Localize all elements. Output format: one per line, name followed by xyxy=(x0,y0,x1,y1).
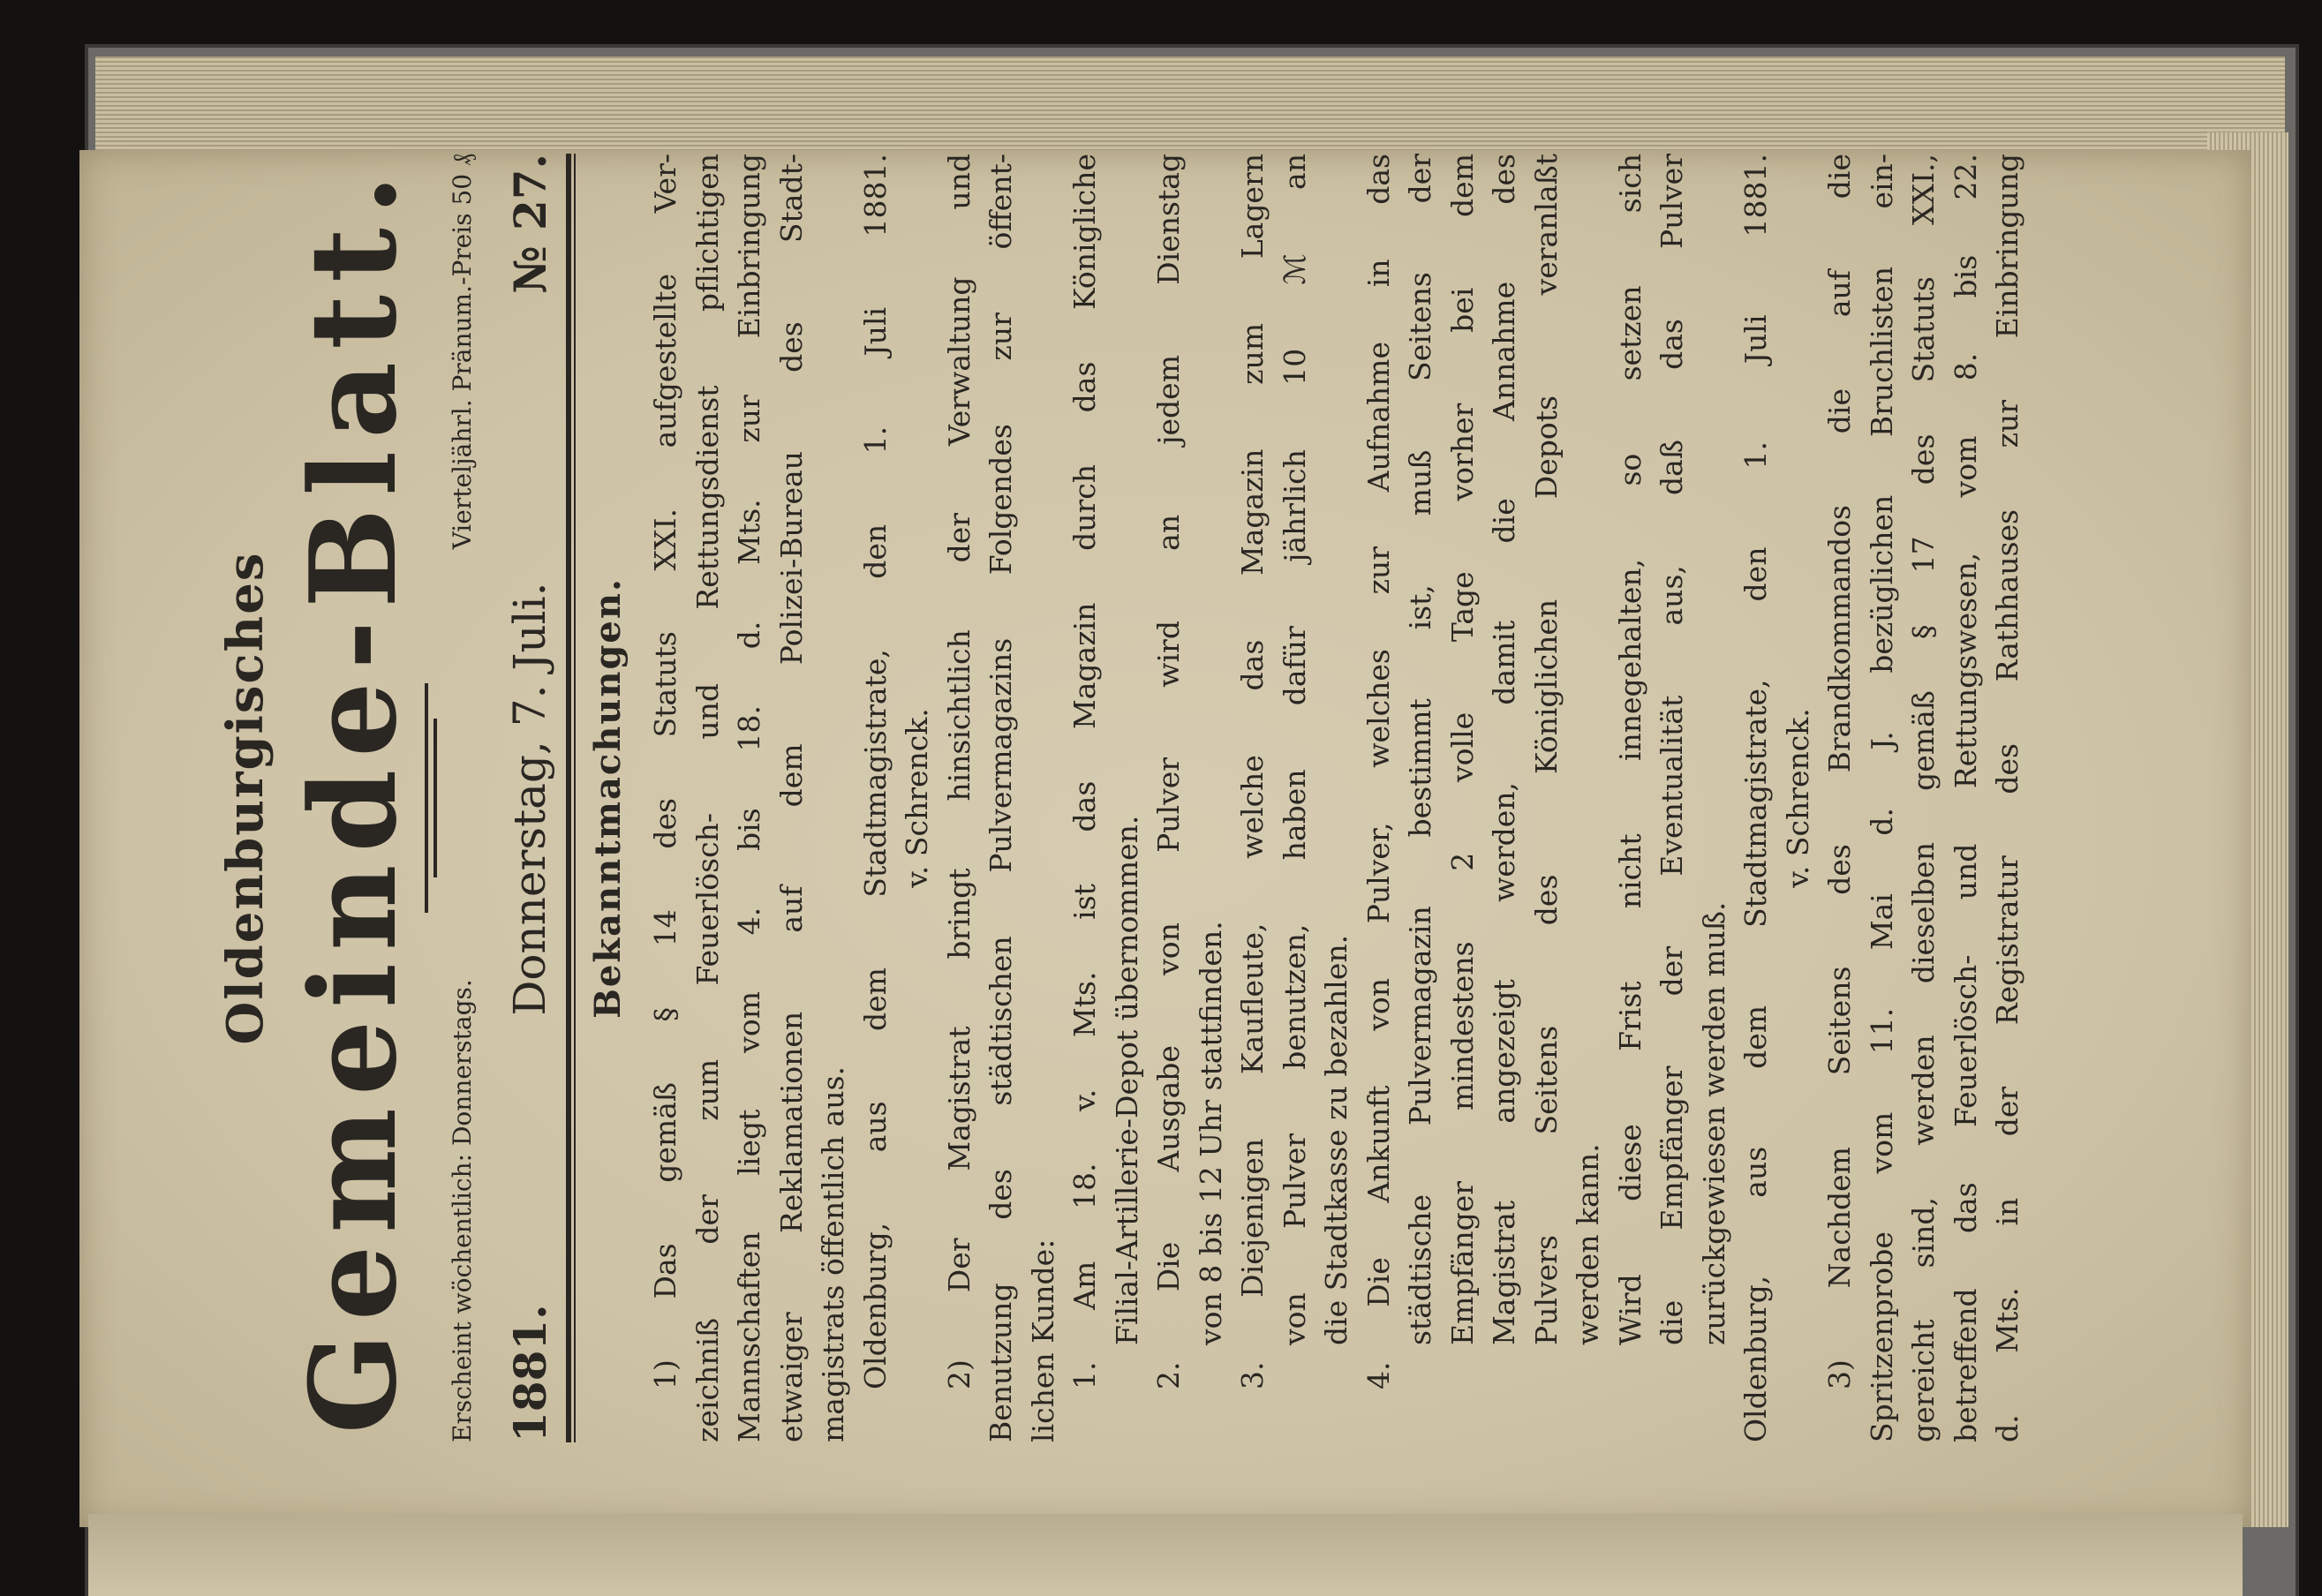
text-line: zeichniß der zum Feuerlösch- und Rettungsdienst pflichtigen xyxy=(690,154,725,1442)
text-line: von Pulver benutzen, haben dafür jährlich 10 ℳ an xyxy=(1277,154,1312,1345)
text-line: 3. Diejenigen Kaufleute, welche das Magazin zum Lagern xyxy=(1235,154,1270,1389)
text-line: Benutzung des städtischen Pulvermagazins Folgendes zur öffent- xyxy=(984,154,1018,1442)
text-line: Empfänger mindestens 2 volle Tage vorher bei dem xyxy=(1444,154,1480,1345)
page-edges-top xyxy=(95,56,2285,156)
text-line: Spritzenprobe vom 11. Mai d. J. bezüglichen Bruchlisten ein- xyxy=(1864,154,1899,1442)
section-title: Bekanntmachungen. xyxy=(587,577,629,1019)
text-line: 1. Am 18. v. Mts. ist das Magazin durch das Königliche xyxy=(1067,154,1102,1389)
text-line: 2. Die Ausgabe von Pulver wird an jedem Dienstag xyxy=(1151,154,1186,1389)
text-line: Oldenburg, aus dem Stadtmagistrate, den 1. Juli 1881. xyxy=(1738,154,1773,1442)
text-line: werden kann. xyxy=(1571,1143,1605,1345)
text-line: Oldenburg, aus dem Stadtmagistrate, den 1. Juli 1881. xyxy=(857,154,893,1389)
text-line: die Empfänger der Eventualität aus, daß das Pulver xyxy=(1655,154,1689,1345)
text-line: gereicht sind, werden dieselben gemäß § 17 des Statuts XXI., xyxy=(1906,154,1941,1442)
text-line: von 8 bis 12 Uhr stattfinden. xyxy=(1193,921,1228,1345)
text-line: 3) Nachdem Seitens des Brandkommandos die auf die xyxy=(1822,154,1857,1389)
text-line: d. Mts. in der Registratur des Rathhauses zur Einbringung xyxy=(1990,154,2024,1442)
document-text-block xyxy=(216,154,2106,1442)
masthead-rule-short xyxy=(433,719,437,877)
masthead-subtitle: Oldenburgisches xyxy=(216,551,275,1045)
text-line: Magistrat angezeigt werden, damit die Annahme des xyxy=(1487,154,1521,1345)
issue-rule-thin xyxy=(574,154,576,1442)
issue-number: № 27. xyxy=(503,154,556,294)
masthead-rule xyxy=(425,683,428,913)
text-line: 4. Die Ankunft von Pulver, welches zur Aufnahme in das xyxy=(1361,154,1396,1389)
publication-frequency: Erscheint wöchentlich: Donnerstags. xyxy=(448,979,477,1442)
masthead-title: Gemeinde-Blatt. xyxy=(283,162,423,1434)
text-line: zurückgewiesen werden muß. xyxy=(1696,901,1731,1345)
issue-rule-thick xyxy=(566,154,571,1442)
text-line: 2) Der Magistrat bringt hinsichtlich der Verwaltung und xyxy=(941,154,976,1389)
text-line: städtische Pulvermagazin bestimmt ist, muß Seitens der xyxy=(1403,154,1437,1345)
text-line: Mannschaften liegt vom 4. bis 18. d. Mts. zur Einbringung xyxy=(732,154,766,1442)
text-line: v. Schrenck. xyxy=(900,708,934,888)
text-line: v. Schrenck. xyxy=(1780,708,1815,888)
text-line: magistrats öffentlich aus. xyxy=(816,1065,850,1442)
text-line: lichen Kunde: xyxy=(1025,1238,1060,1442)
issue-year: 1881. xyxy=(503,1304,556,1442)
facing-page-edge xyxy=(88,1514,2243,1596)
text-line: 1) Das gemäß § 14 des Statuts XXI. aufgestellte Ver- xyxy=(648,154,682,1389)
text-line: Pulvers Seitens des Königlichen Depots veranlaßt xyxy=(1528,154,1564,1345)
text-line: die Stadtkasse zu bezahlen. xyxy=(1319,934,1353,1345)
text-line: betreffend das Feuerlösch- und Rettungswesen, vom 8. bis 22. xyxy=(1948,154,1983,1442)
text-line: Filial-Artillerie-Depot übernommen. xyxy=(1109,815,1144,1345)
subscription-price: Vierteljährl. Pränum.-Preis 50 ₰ xyxy=(448,154,477,550)
issue-date: Donnerstag, 7. Juli. xyxy=(504,582,555,1016)
text-line: Wird diese Frist nicht innegehalten, so setzen sich xyxy=(1612,154,1647,1345)
publication-info xyxy=(448,154,486,1442)
text-line: etwaiger Reklamationen auf dem Polizei-Bureau des Stadt- xyxy=(773,154,809,1442)
issue-line xyxy=(499,154,561,1442)
